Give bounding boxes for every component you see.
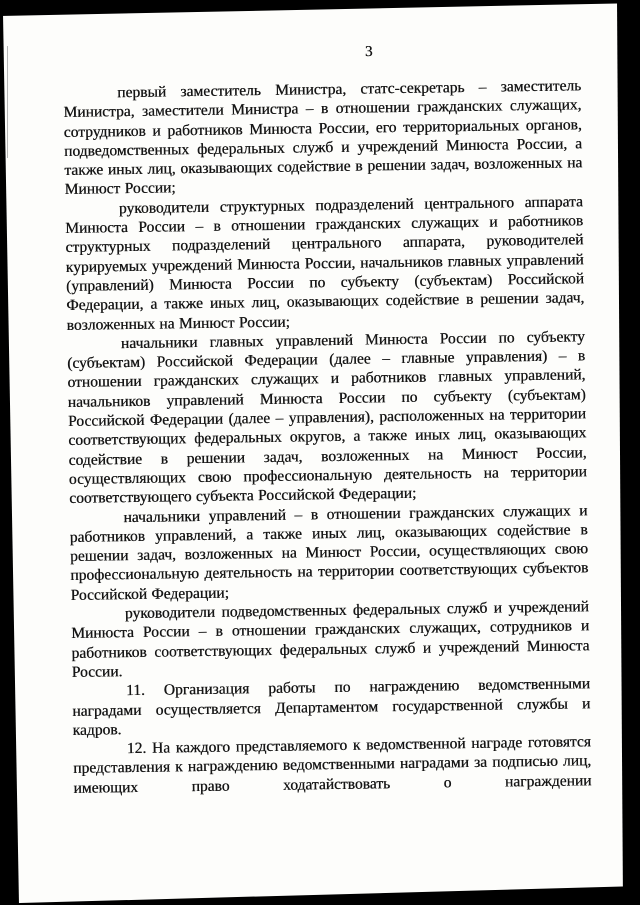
paragraph: руководители подведомственных федеральных служб и учреждений Минюста России – в отношении гражданских служащих, сотрудников и работников соответствующих федеральных служб и учреждений Минюста России. [71, 598, 590, 681]
document-body [63, 76, 592, 798]
page-number: 3 [364, 43, 373, 61]
paragraph: начальники управлений – в отношении гражданских служащих и работников управлений, а также иных лиц, оказывающих содействие в решении задач, возложенных на Минюст России, осуществляющих свою профессиональную деятельность на территории соответствующих субъектов Российской Федерации; [69, 501, 589, 604]
paragraph: 11. Организация работы по награждению ведомственными наградами осуществляется Департаментом государственной службы и кадров. [72, 675, 591, 739]
paragraph: 12. На каждого представляемого к ведомственной награде готовятся представления к награждению ведомственными наградами за подписью лиц, имеющих право ходатайствовать о награждении [73, 733, 592, 797]
scan-fold-line [7, 46, 8, 158]
paragraph: руководители структурных подразделений центрального аппарата Минюста России – в отношении гражданских служащих и работников структурных подразделений центрального аппарата, руководителей курируемых учреждений Минюста России, начальников главных управлений (управлений) Минюста России по субъекту (субъектам) Российской Федерации, а также иных лиц, оказывающих содействие в решении задач, возложенных на Минюст России; [65, 193, 585, 334]
paragraph: начальники главных управлений Минюста России по субъекту (субъектам) Российской Федерации (далее – главные управления) – в отношении гражданских служащих и работников главных управлений, начальников управлений Минюста России по субъекту (субъектам) Российской Федерации (далее – управления), расположенных на территории соответствующих федеральных округов, а также иных лиц, оказывающих содействие в решении задач, возложенных на Минюст России, осуществляющих свою профессиональную деятельность на территории соответствующего субъекта Российской Федерации; [67, 328, 587, 508]
paragraph: первый заместитель Министра, статс-секретарь – заместитель Министра, заместители Министра – в отношении гражданских служащих, сотрудников и работников Минюста России, его территориальных органов, подведомственных федеральных служб и учреждений Минюста России, а также иных лиц, оказывающих содействие в решении задач, возложенных на Минюст России; [63, 77, 583, 199]
